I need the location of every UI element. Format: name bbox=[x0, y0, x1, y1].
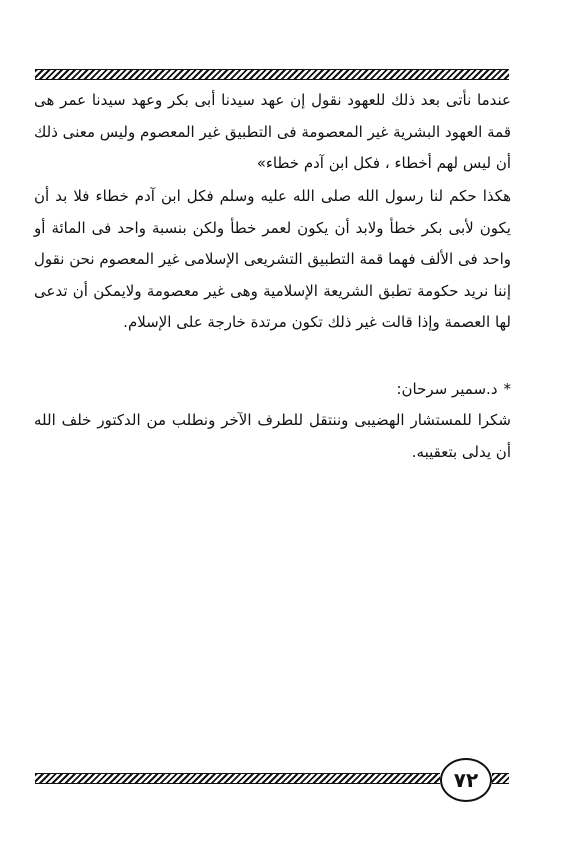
speaker-line bbox=[34, 374, 511, 406]
bottom-hatched-border-right bbox=[492, 773, 509, 784]
closing-paragraph: شكرا للمستشار الهضيبى وننتقل للطرف الآخر ونطلب من الدكتور خلف الله أن يدلى بتعقيبه. bbox=[34, 411, 511, 461]
paragraph-2: هكذا حكم لنا رسول الله صلى الله عليه وسلم فكل ابن آدم خطاء فلا بد أن يكون لأبى بكر خطأ ولابد أن يكون لعمر خطأ ولكن بنسبة واحد فى المائة أو واحد فى الألف فهما قمة التطبيق التشريعى الإسلامى غير المعصوم نحن نقول إننا نريد حكومة تطبق الشريعة الإسلامية وهى غير معصومة ولايمكن أن تدعى لها العصمة وإذا قالت غير ذلك تكون مرتدة خارجة على الإسلام. bbox=[34, 187, 511, 331]
top-hatched-border bbox=[35, 69, 509, 80]
bottom-hatched-border-left bbox=[35, 773, 440, 784]
speaker-name: د.سمير سرحان: bbox=[396, 380, 498, 398]
speaker-bullet: * bbox=[503, 380, 511, 398]
paragraph-1: عندما نأتى بعد ذلك للعهود نقول إن عهد سيدنا أبى بكر وعهد سيدنا عمر هى قمة العهود البشرية غير المعصومة فى التطبيق غير المعصوم وليس معنى ذلك أن ليس لهم أخطاء ، فكل ابن آدم خطاء» bbox=[34, 91, 511, 172]
page-number: ٧٢ bbox=[440, 758, 492, 802]
